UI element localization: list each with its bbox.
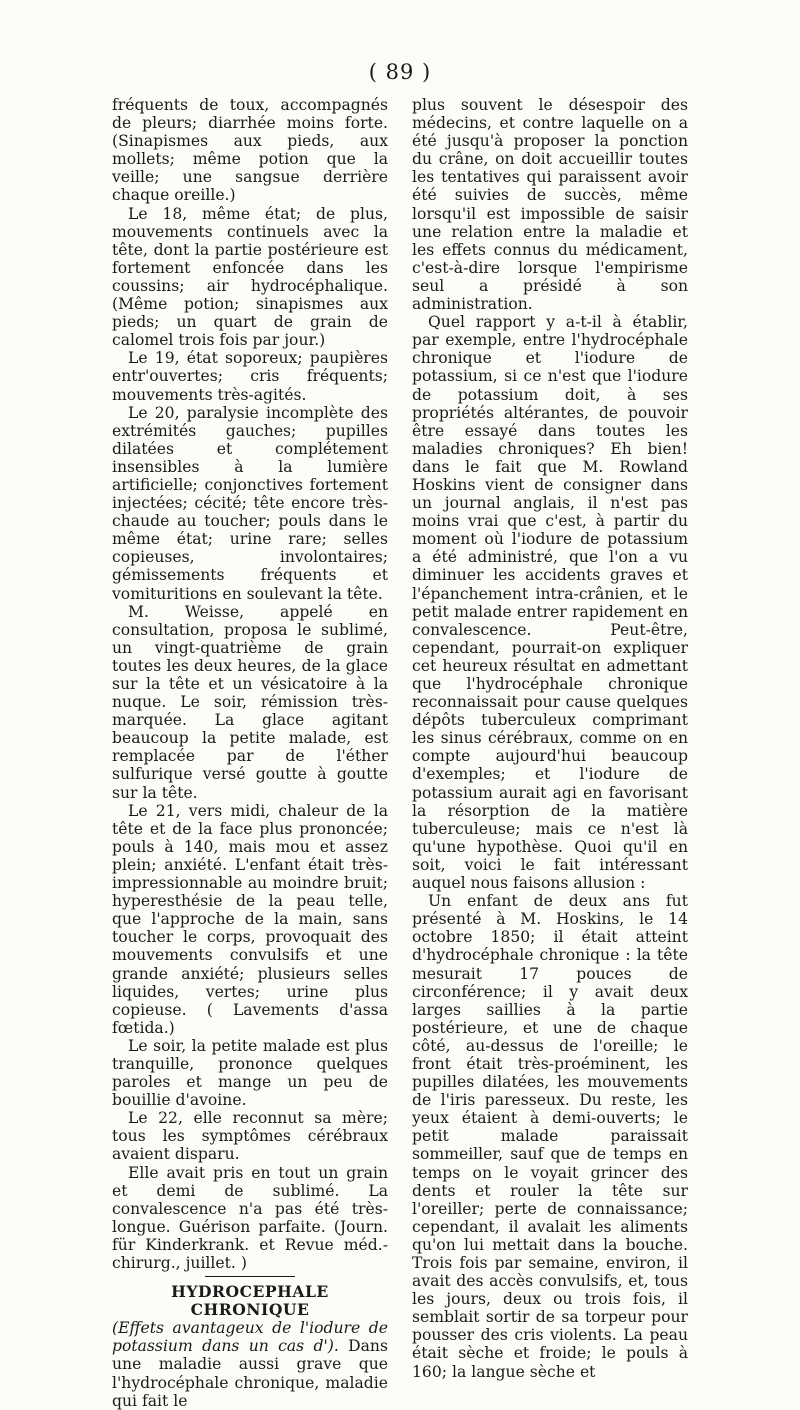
paragraph: M. Weisse, appelé en consultation, proposa le sublimé, un vingt-quatrième de grain toutes les deux heures, de la glace sur la tête et un vésicatoire à la nuque. Le soir, rémission très-marquée. La glace agitant beaucoup la petite malade, est remplacée par de l'éther sulfurique versé goutte à goutte sur la tête. (112, 602, 388, 802)
paragraph: plus souvent le désespoir des médecins, et contre laquelle on a été jusqu'à proposer la ponction du crâne, on doit accueillir toutes les tentatives qui paraissent avoir été suivies de succès, même lorsqu'il est impossible de saisir une relation entre la maladie et les effets connus du médicament, c'est-à-dire lorsque l'empirisme seul a présidé à son administration. (412, 96, 688, 314)
left-column (112, 96, 388, 1410)
section-subtitle: (Effets avantageux de l'iodure de potassium dans un cas d'). (112, 1319, 388, 1356)
paragraph: Le 18, même état; de plus, mouvements continuels avec la tête, dont la partie postérieure est fortement enfoncée dans les coussins; air hydrocéphalique. (Même potion; sinapismes aux pieds; un quart de grain de calomel trois fois par jour.) (112, 204, 388, 350)
paragraph: Le soir, la petite malade est plus tranquille, prononce quelques paroles et mange un peu de bouillie d'avoine. (112, 1036, 388, 1110)
paragraph: Le 20, paralysie incomplète des extrémités gauches; pupilles dilatées et complétement insensibles à la lumière artificielle; conjonctives fortement injectées; cécité; tête encore très-chaude au toucher; pouls dans le même état; urine rare; selles copieuses, involontaires; gémissements fréquents et vomituritions en soulevant la tête. (112, 403, 388, 603)
right-column (412, 96, 688, 1381)
section-intro (112, 1319, 388, 1409)
paragraph: fréquents de toux, accompagnés de pleurs; diarrhée moins forte. (Sinapismes aux pieds, aux mollets; même potion que la veille; une sangsue derrière chaque oreille.) (112, 96, 388, 205)
paragraph: Un enfant de deux ans fut présenté à M. Hoskins, le 14 octobre 1850; il était atteint d'hydrocéphale chronique : la tête mesurait 17 pouces de circonférence; il y avait deux larges saillies à la partie postérieure, et une de chaque côté, au-dessus de l'oreille; le front était très-proéminent, les pupilles dilatées, les mouvements de l'iris paresseux. Du reste, les yeux étaient à demi-ouverts; le petit malade paraissait sommeiller, sauf que de temps en temps on le voyait grincer des dents et rouler la tête sur l'oreiller; perte de connaissance; cependant, il avalait les aliments qu'on lui mettait dans la bouche. Trois fois par semaine, environ, il avait des accès convulsifs, et, tous les jours, deux ou trois fois, il semblait sortir de sa torpeur pour pousser des cris violents. La peau était sèche et froide; le pouls à 160; la langue sèche et (412, 892, 688, 1381)
paragraph: Le 19, état soporeux; paupières entr'ouvertes; cris fréquents; mouvements très-agités. (112, 349, 388, 404)
paragraph: Quel rapport y a-t-il à établir, par exemple, entre l'hydrocéphale chronique et l'iodure de potassium, si ce n'est que l'iodure de potassium doit, à ses propriétés altérantes, de pouvoir être essayé dans toutes les maladies chroniques? Eh bien! dans le fait que M. Rowland Hoskins vient de consigner dans un journal anglais, il n'est pas moins vrai que c'est, à partir du moment où l'iodure de potassium a été administré, que l'on a vu diminuer les accidents graves et l'épanchement intra-crânien, et le petit malade entrer rapidement en convalescence. Peut-être, cependant, pourrait-on expliquer cet heureux résultat en admettant que l'hydrocéphale chronique reconnaissait pour cause quelques dépôts tuberculeux comprimant les sinus cérébraux, comme on en compte aujourd'hui beaucoup d'exemples; et l'iodure de potassium aurait agi en favorisant la résorption de la matière tuberculeuse; mais ce n'est là qu'une hypothèse. Quoi qu'il en soit, voici le fait intéressant auquel nous faisons allusion : (412, 313, 688, 893)
section-intro-text: Dans une maladie aussi grave que l'hydrocéphale chronique, maladie qui fait le (112, 1337, 388, 1410)
paragraph: Elle avait pris en tout un grain et demi de sublimé. La convalescence n'a pas été très-longue. Guérison parfaite. (Journ. für Kinderkrank. et Revue méd.-chirurg., juillet. ) (112, 1163, 388, 1272)
section-heading: HYDROCEPHALE CHRONIQUE (171, 1282, 329, 1320)
paragraph: Le 21, vers midi, chaleur de la tête et de la face plus prononcée; pouls à 140, mais mou et assez plein; anxiété. L'enfant était très-impressionnable au moindre bruit; hyperesthésie de la peau telle, que l'approche de la main, sans toucher le corps, provoquait des mouvements convulsifs et une grande anxiété; plusieurs selles liquides, vertes; urine plus copieuse. ( Lavements d'assa fœtida.) (112, 801, 388, 1037)
paragraph: Le 22, elle reconnut sa mère; tous les symptômes cérébraux avaient disparu. (112, 1109, 388, 1164)
section-divider (205, 1276, 295, 1277)
page-number: ( 89 ) (368, 60, 432, 84)
